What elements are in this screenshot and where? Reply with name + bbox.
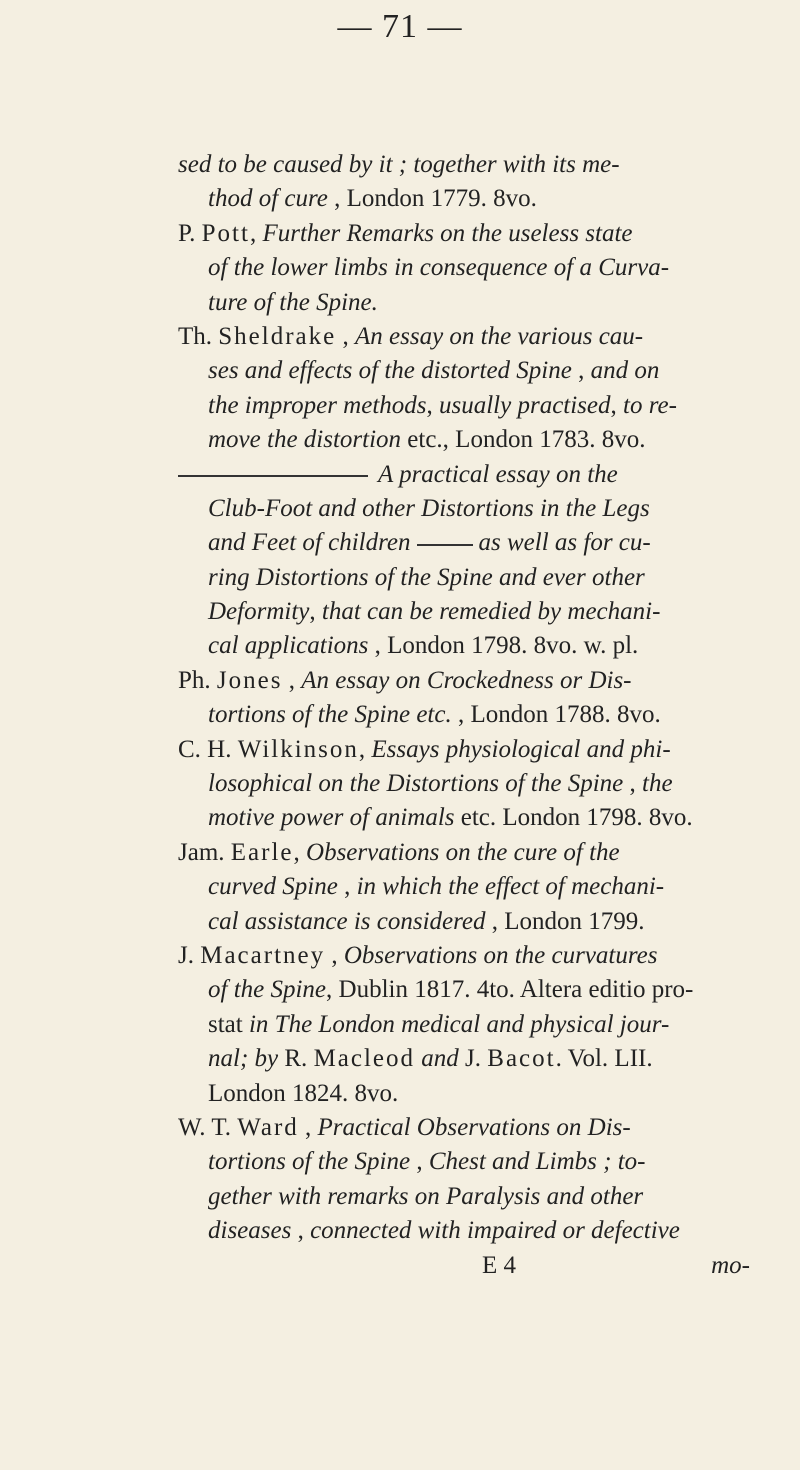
text-segment: , (410, 1148, 429, 1176)
italic-text: of the lower limbs in consequence of a Curva- (208, 254, 670, 282)
text-line (178, 767, 778, 801)
text-line (178, 870, 778, 904)
text-line (178, 389, 778, 423)
italic-text: move the distortion (208, 426, 402, 454)
text-line (178, 836, 778, 870)
text-segment: London 1824. 8vo. (208, 1079, 399, 1107)
italic-text: to re- (623, 391, 677, 419)
italic-text: that can be remedied by mechani- (321, 598, 661, 626)
author-name: Sheldrake (218, 322, 337, 350)
text-line (178, 286, 778, 320)
italic-text: the improper methods (208, 391, 427, 419)
page-number: — 71 — (337, 8, 463, 45)
text-line (178, 1180, 778, 1214)
text-segment: , (426, 391, 439, 419)
author-name: Jones (216, 666, 283, 694)
italic-text: An essay on the various cau- (355, 322, 644, 350)
text-line (178, 251, 778, 285)
text-segment: P. (178, 219, 202, 247)
inline-dash (417, 544, 473, 546)
italic-text: usually practised (439, 391, 611, 419)
italic-text: diseases (208, 1217, 292, 1245)
text-line (178, 1111, 778, 1145)
text-line (178, 492, 778, 526)
italic-text: sed to be caused by it ; together with its me- (178, 151, 620, 178)
text-segment: , (249, 219, 263, 247)
italic-text: Chest and Limbs ; to- (428, 1148, 646, 1176)
italic-text: and on (590, 357, 660, 385)
italic-text: Practical Observations on Dis- (317, 1113, 631, 1141)
italic-text: ring Distortions of the Spine and ever other (208, 563, 645, 591)
italic-text: and Feet of children (208, 529, 411, 557)
text-line (178, 526, 778, 560)
signature-line (178, 1249, 778, 1283)
text-line (178, 973, 778, 1007)
text-segment: . Vol. LII. (555, 1045, 653, 1073)
catchword: mo- (711, 1251, 750, 1279)
text-segment: , London 1798. 8vo. w. pl. (368, 632, 639, 660)
text-line (178, 698, 778, 732)
text-line (178, 905, 778, 939)
author-name: Pott (201, 219, 250, 247)
italic-text: curved Spine (208, 873, 338, 901)
signature-mark: E 4 (482, 1251, 517, 1279)
text-segment: , (282, 666, 302, 694)
author-name: Wilkinson (237, 735, 359, 763)
italic-text: in The London medical and physical jour- (248, 1010, 670, 1038)
ditto-dash (178, 475, 368, 477)
text-line (178, 423, 778, 457)
text-segment: , London 1799. (485, 907, 645, 935)
italic-text: and (421, 1045, 459, 1073)
text-segment: , (610, 391, 624, 419)
italic-text: as well as for cu- (478, 529, 651, 557)
text-line (178, 629, 778, 663)
bibliography-text (178, 148, 778, 1283)
italic-text: An essay on Crockedness or Dis- (301, 666, 632, 694)
text-segment: W. T. (178, 1113, 238, 1141)
italic-text: gether with remarks on Paralysis and other (208, 1182, 644, 1210)
text-segment: , (358, 735, 372, 763)
text-line (178, 801, 778, 835)
text-line (178, 1077, 778, 1111)
italic-text: tortions of the Spine (208, 1148, 411, 1176)
text-segment: Th. (178, 322, 219, 350)
text-line (178, 664, 778, 698)
text-line (178, 561, 778, 595)
italic-text: motive power of animals (208, 804, 455, 832)
italic-text: nal; by (208, 1045, 279, 1073)
italic-text: tortions of the Spine etc. (208, 701, 452, 729)
author-name: Macartney (200, 941, 326, 969)
italic-text: cal assistance is considered (208, 907, 486, 935)
italic-text: ses and effects of the distorted Spine (208, 357, 572, 385)
text-segment: , London 1788. 8vo. (451, 701, 661, 729)
text-line (178, 354, 778, 388)
text-line (178, 939, 778, 973)
text-segment: , (336, 322, 355, 350)
italic-text: cal applications (208, 632, 369, 660)
text-segment: , (325, 941, 344, 969)
author-name: Macleod (313, 1045, 416, 1073)
text-segment: , London 1779. 8vo. (327, 185, 537, 213)
text-segment: stat (208, 1010, 249, 1038)
text-line (178, 1008, 778, 1042)
author-name: Earle (230, 838, 294, 866)
text-segment: , Dublin 1817. 4to. Altera editio pro- (326, 976, 694, 1004)
italic-text: the (642, 770, 673, 798)
text-segment: , (309, 598, 322, 626)
text-segment: , (291, 1217, 311, 1245)
italic-text: of the Spine (208, 976, 327, 1004)
text-line (178, 1145, 778, 1179)
italic-text: in which the effect of mechani- (356, 873, 665, 901)
text-line (178, 148, 778, 182)
italic-text: Deformity (208, 598, 310, 626)
text-segment: , (337, 873, 357, 901)
text-segment: J. (458, 1045, 488, 1073)
text-segment: , (571, 357, 591, 385)
text-segment: etc. London 1798. 8vo. (454, 804, 693, 832)
text-segment: , (623, 770, 643, 798)
text-segment: C. H. (178, 735, 238, 763)
italic-text: Observations on the cure of the (306, 838, 620, 866)
text-segment: Ph. (178, 666, 217, 694)
text-line (178, 458, 778, 492)
text-line (178, 733, 778, 767)
italic-text: thod of cure (208, 185, 328, 213)
italic-text: losophical on the Distortions of the Spine (208, 770, 624, 798)
text-line (178, 595, 778, 629)
italic-text: Club-Foot and other Distortions in the Legs (208, 494, 650, 522)
text-line (178, 217, 778, 251)
text-segment: , (298, 1113, 318, 1141)
italic-text: Essays physiological and phi- (371, 735, 671, 763)
text-line (178, 182, 778, 216)
text-segment: Jam. (178, 838, 231, 866)
italic-text: Further Remarks on the useless state (262, 219, 633, 247)
text-line (178, 320, 778, 354)
italic-text: A practical essay on the (378, 460, 618, 488)
text-line (178, 1042, 778, 1076)
text-segment: etc., London 1783. 8vo. (401, 426, 646, 454)
text-segment: J. (178, 941, 201, 969)
italic-text: ture of the Spine. (208, 288, 378, 316)
author-name: Bacot (487, 1045, 556, 1073)
text-segment: , (293, 838, 307, 866)
text-segment: R. (278, 1045, 314, 1073)
italic-text: Observations on the curvatures (343, 941, 658, 969)
author-name: Ward (237, 1113, 299, 1141)
text-line (178, 1214, 778, 1248)
italic-text: connected with impaired or defective (310, 1217, 680, 1245)
